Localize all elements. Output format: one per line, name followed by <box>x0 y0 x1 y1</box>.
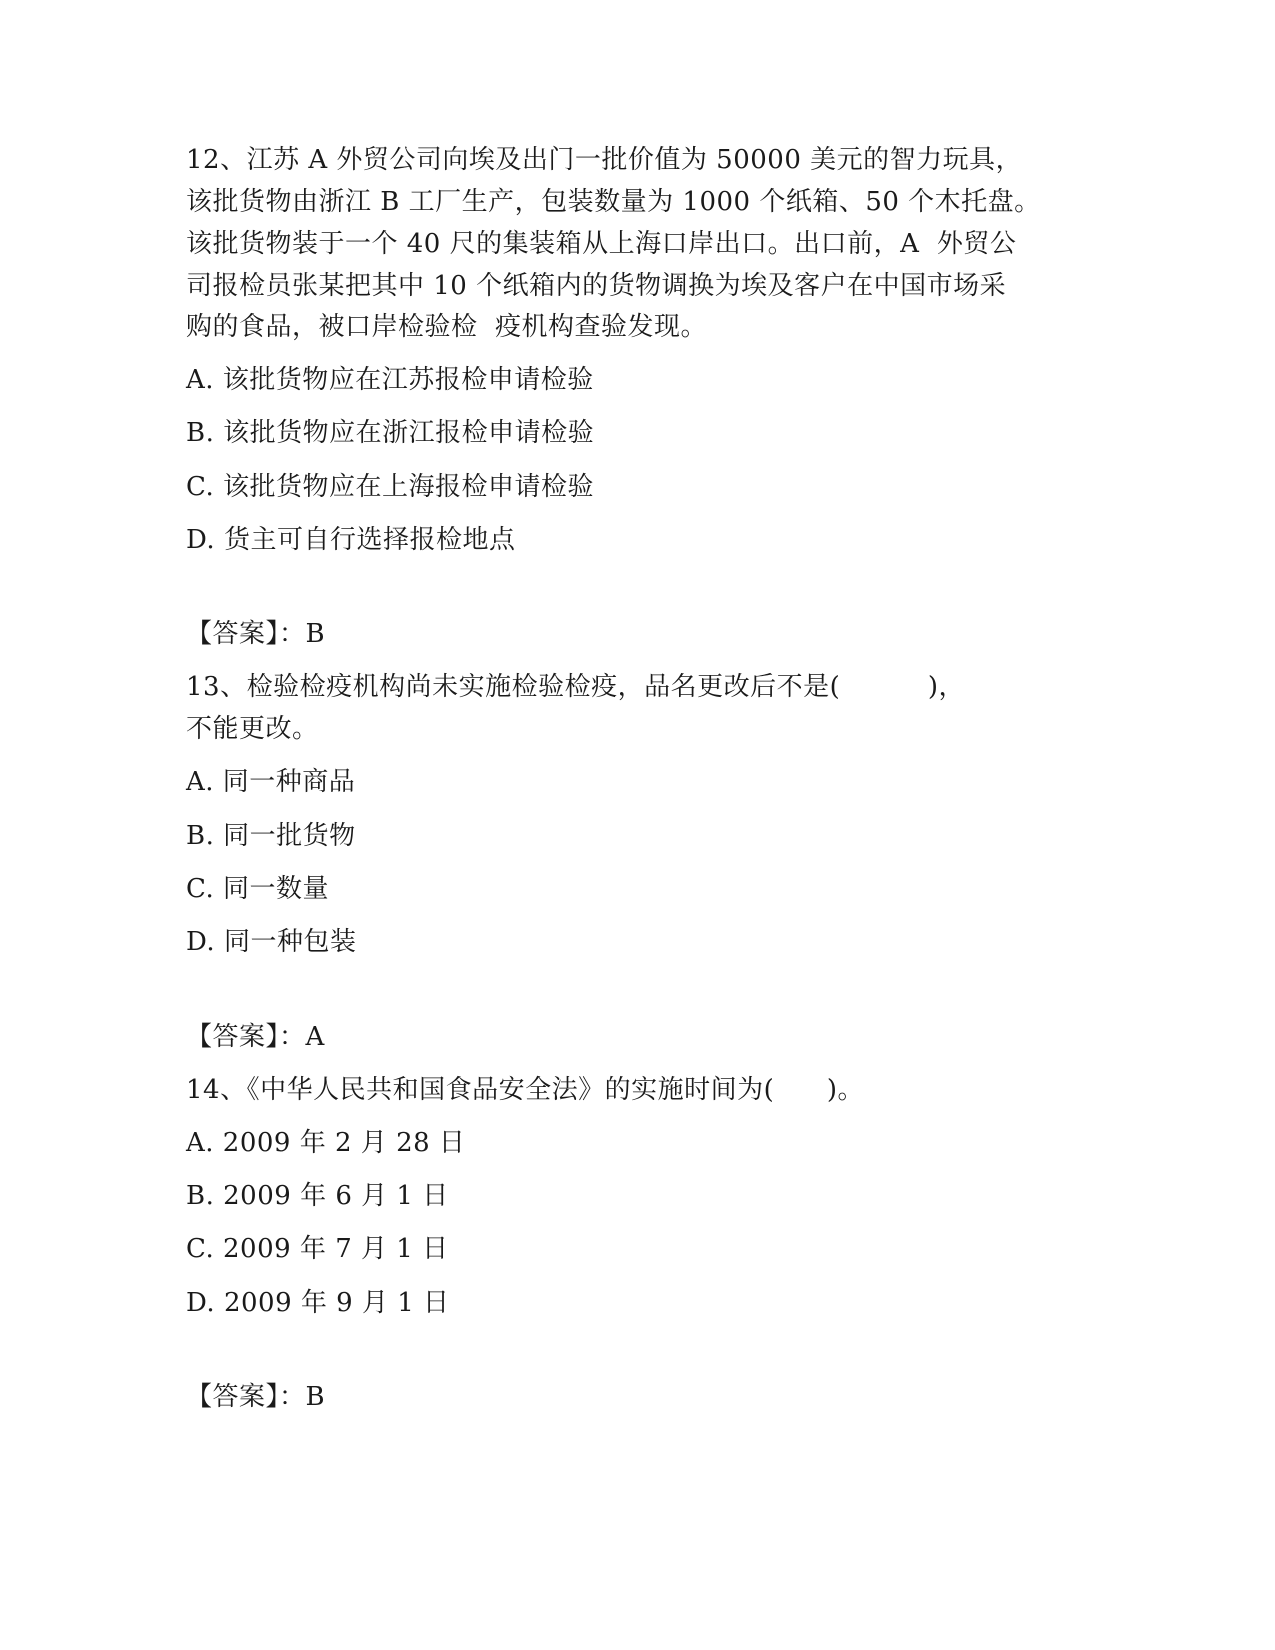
question-13-option-a: A. 同一种商品 <box>186 767 356 797</box>
question-14-stem-line-1: 14、《中华人民共和国食品安全法》的实施时间为( )。 <box>186 1075 864 1105</box>
question-13-stem-line-1: 13、检验检疫机构尚未实施检验检疫，品名更改后不是( )， <box>186 672 966 702</box>
question-12-option-b: B. 该批货物应在浙江报检申请检验 <box>186 418 595 448</box>
question-12-stem-line-4: 司报检员张某把其中 10 个纸箱内的货物调换为埃及客户在中国市场采 <box>186 271 1007 301</box>
question-13-stem-line-2: 不能更改。 <box>186 714 319 744</box>
question-13-option-b: B. 同一批货物 <box>186 821 356 851</box>
question-12-stem-line-1: 12、江苏 A 外贸公司向埃及出门一批价值为 50000 美元的智力玩具， <box>186 145 1023 175</box>
question-13-answer: 【答案】：A <box>186 1022 325 1052</box>
question-12-stem-line-2: 该批货物由浙江 B 工厂生产，包装数量为 1000 个纸箱、50 个木托盘。 <box>186 187 1041 217</box>
question-13-option-d: D. 同一种包装 <box>186 927 357 957</box>
question-14-option-d: D. 2009 年 9 月 1 日 <box>186 1288 450 1318</box>
question-12-option-c: C. 该批货物应在上海报检申请检验 <box>186 472 594 502</box>
question-14-option-a: A. 2009 年 2 月 28 日 <box>186 1128 466 1158</box>
question-12-option-d: D. 货主可自行选择报检地点 <box>186 525 516 555</box>
question-12-answer: 【答案】：B <box>186 619 326 649</box>
question-14-option-c: C. 2009 年 7 月 1 日 <box>186 1234 449 1264</box>
question-12-option-a: A. 该批货物应在江苏报检申请检验 <box>186 365 594 395</box>
question-12-stem-line-3: 该批货物装于一个 40 尺的集装箱从上海口岸出口。出口前，A 外贸公 <box>186 229 1017 259</box>
question-12-stem-line-5: 购的食品，被口岸检验检 疫机构查验发现。 <box>186 312 708 342</box>
question-13-option-c: C. 同一数量 <box>186 874 329 904</box>
question-14-option-b: B. 2009 年 6 月 1 日 <box>186 1181 449 1211</box>
question-14-answer: 【答案】：B <box>186 1382 326 1412</box>
